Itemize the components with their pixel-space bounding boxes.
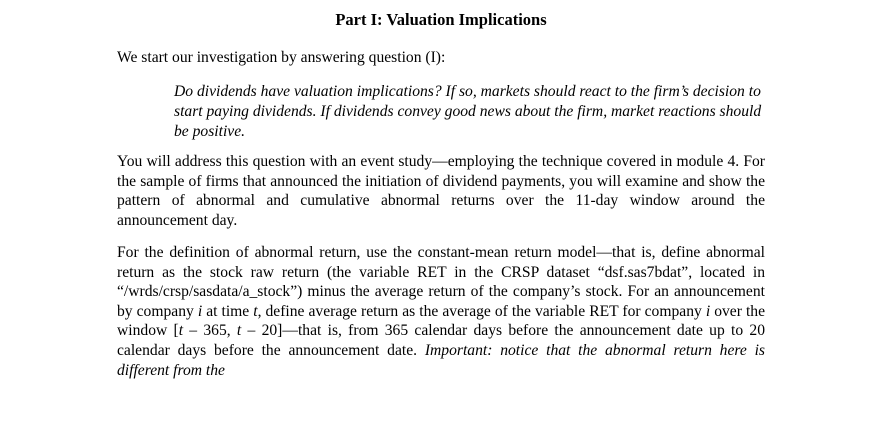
time-variable: t [178, 322, 184, 340]
definition-text: , define average return as the average of the variable RET for company [257, 302, 706, 320]
abnormal-return-definition-paragraph [117, 243, 765, 380]
section-heading: Part I: Valuation Implications [335, 10, 547, 29]
company-variable: i [705, 302, 711, 320]
event-study-paragraph: You will address this question with an event study—employing the technique covered in module 4. For the sample of firms that announced the initiation of dividend payments, you will examine and show the pattern of abnormal and cumulative abnormal returns over the 11-day window around the announcement day. [117, 153, 765, 229]
definition-text: For the definition of abnormal return, use the constant-mean return model—that is, define abnormal return as the stock raw return (the variable RET in the CRSP dataset “dsf.sas7bdat”, located in “/wrds/crsp/sasdata/a_stock”) minus the average return of the company’s stock. For an announcement by company [117, 244, 765, 320]
time-variable: t [253, 302, 258, 320]
important-note: Important: notice that the abnormal return here is different from the [117, 341, 765, 379]
time-variable: t [236, 322, 242, 340]
question-quote: Do dividends have valuation implications? If so, markets should react to the firm’s decision to start paying dividends. If dividends convey good news about the firm, market reactions should be positive. [174, 83, 762, 140]
definition-text: – 20]—that is, from 365 calendar days before the announcement date up to 20 calendar days before the announcement date. [117, 322, 765, 359]
definition-text: at time [202, 302, 254, 320]
definition-text: – 365, [183, 322, 237, 340]
intro-paragraph: We start our investigation by answering question (I): [117, 49, 446, 66]
definition-text: over the window [ [117, 302, 765, 340]
company-variable: i [197, 302, 203, 320]
